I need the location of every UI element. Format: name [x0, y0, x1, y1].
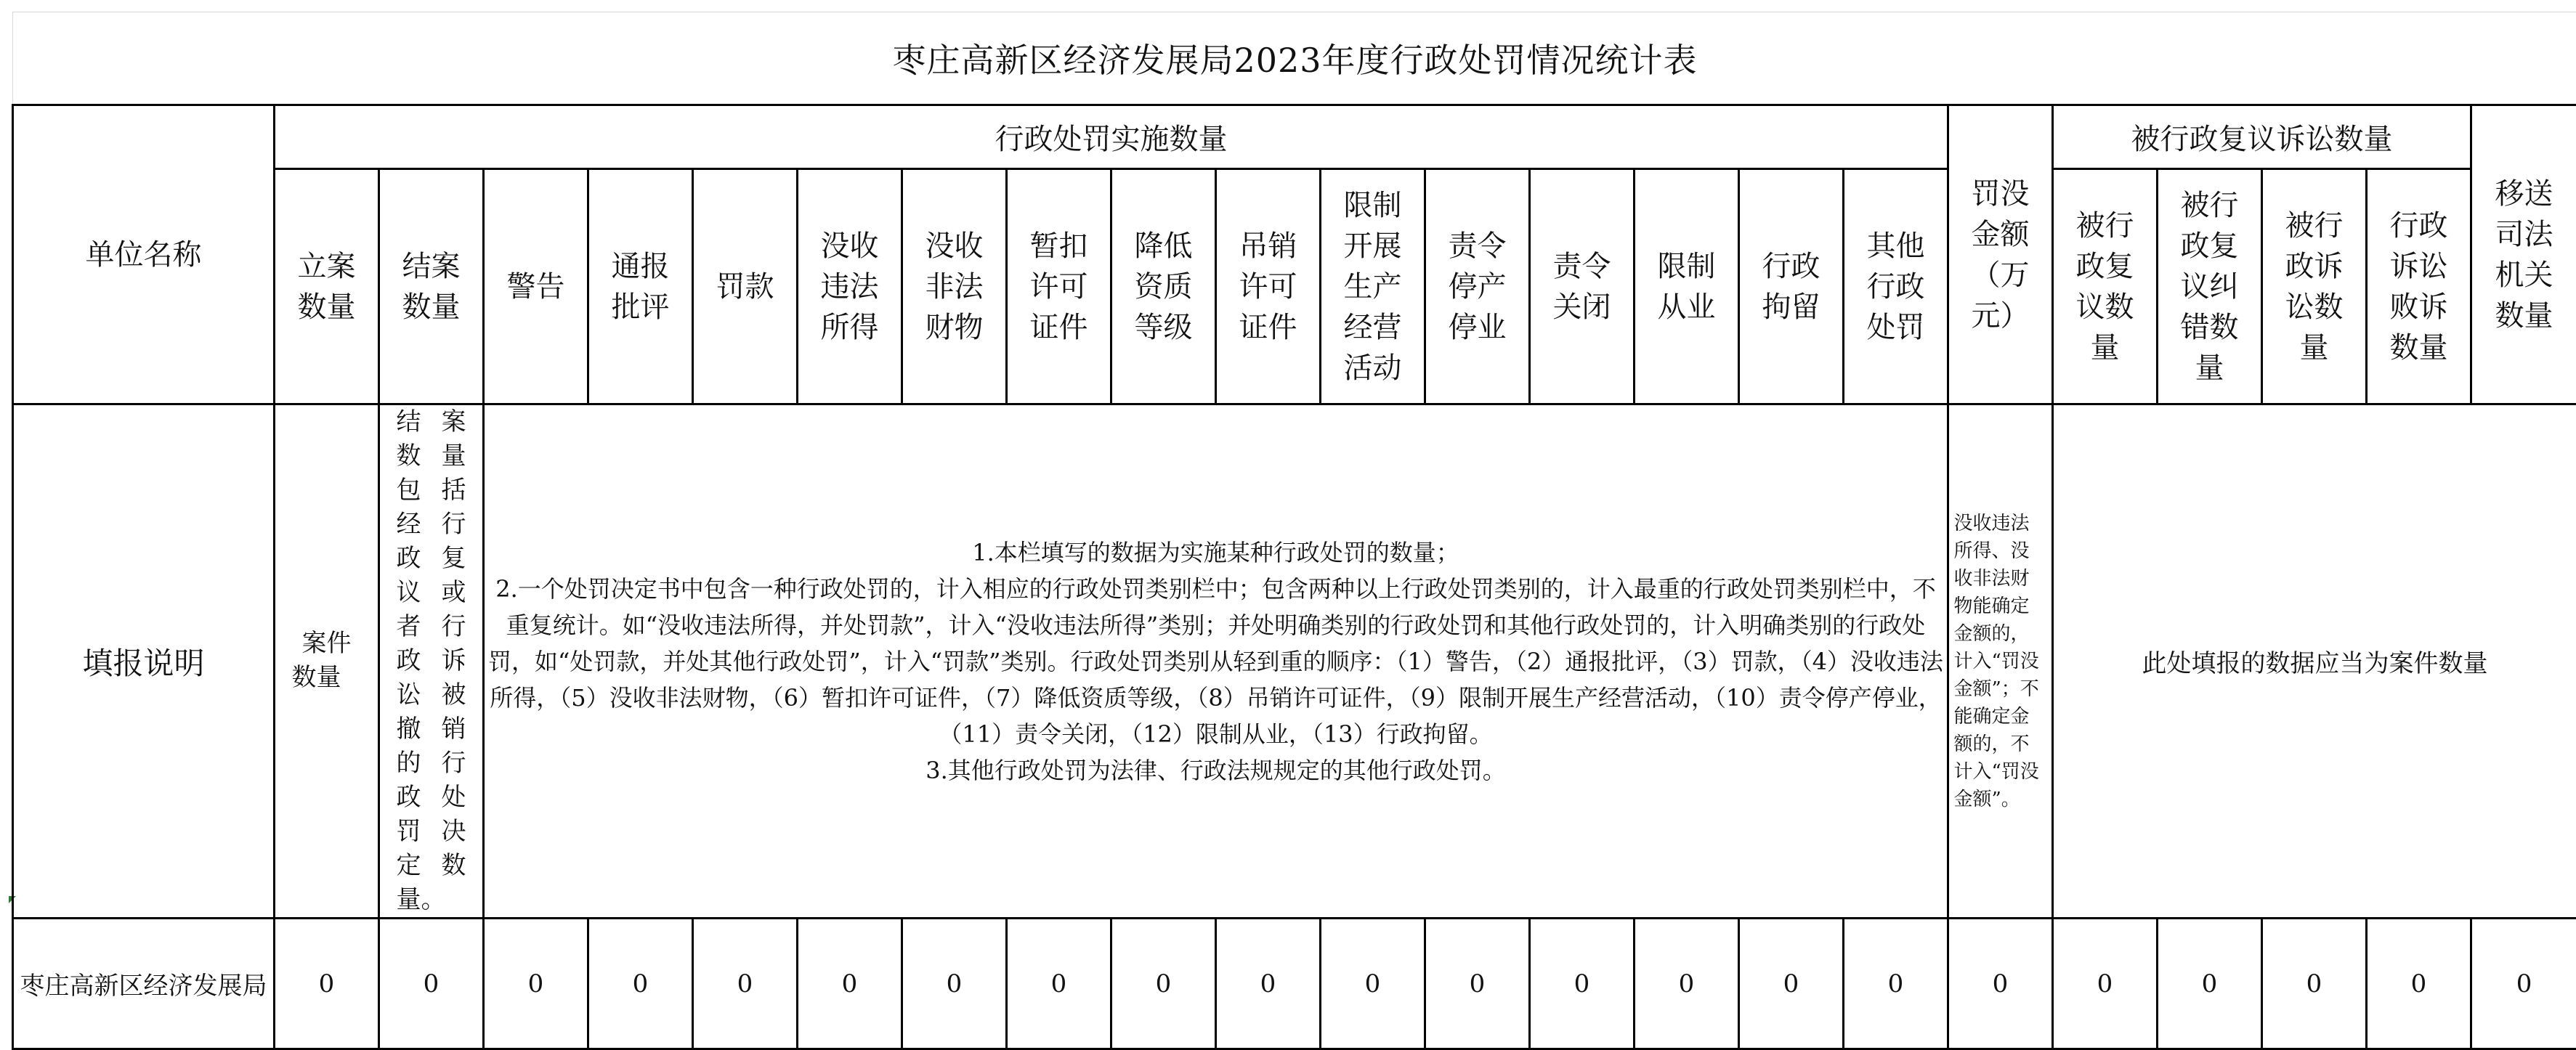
header-impl-col-label: 罚款: [709, 266, 782, 307]
row-fine-value: 0: [1948, 919, 2053, 1049]
header-transfer: [2471, 105, 2576, 404]
header-fine-amount: [1948, 105, 2053, 404]
header-impl-col: [379, 169, 484, 404]
header-impl-col-label: 吊销许可证件: [1232, 226, 1305, 348]
row-impl-value: 0: [484, 919, 588, 1049]
header-group-impl: 行政处罚实施数量: [275, 105, 1948, 169]
row-impl-value: 0: [275, 919, 379, 1049]
statistics-table: [12, 12, 2576, 1050]
header-impl-col: [1321, 169, 1425, 404]
title-row: [13, 12, 2576, 105]
header-impl-col-label: 限制开展生产经营活动: [1337, 185, 1409, 388]
header-impl-col-label: 通报批评: [604, 246, 677, 327]
header-impl-col: [1739, 169, 1844, 404]
header-row-groups: [13, 105, 2576, 169]
header-review-col: [2367, 169, 2471, 404]
header-impl-col: [693, 169, 798, 404]
row-review-value: 0: [2158, 919, 2262, 1049]
header-impl-col-label: 警告: [500, 266, 572, 307]
notes-fine: [1948, 404, 2053, 919]
notes-impl-line: 3.其他行政处罚为法律、行政法规规定的其他行政处罚。: [485, 752, 1947, 789]
header-impl-col: [902, 169, 1007, 404]
notes-closed-text: 结案数量包括经行政复议或者行政诉讼被撤销的行政处罚决定数量。: [397, 405, 466, 917]
header-review-col-label: 被行政复议数量: [2069, 205, 2142, 368]
row-impl-value: 0: [693, 919, 798, 1049]
header-impl-col: [798, 169, 902, 404]
header-impl-col: [588, 169, 693, 404]
notes-row: [13, 404, 2576, 919]
notes-case-count-text: 案件数量: [292, 627, 362, 695]
row-transfer-value: 0: [2471, 919, 2576, 1049]
header-impl-col: [1111, 169, 1216, 404]
row-impl-value: 0: [588, 919, 693, 1049]
notes-closed: [379, 404, 484, 919]
header-unit-name: 单位名称: [13, 105, 275, 404]
row-impl-value: 0: [1007, 919, 1111, 1049]
header-impl-col-label: 行政拘留: [1755, 246, 1828, 327]
header-review-col: [2158, 169, 2262, 404]
notes-impl-line: 1.本栏填写的数据为实施某种行政处罚的数量；: [485, 534, 1947, 571]
row-impl-value: 0: [1111, 919, 1216, 1049]
header-impl-col: [1216, 169, 1321, 404]
header-review-col: [2053, 169, 2158, 404]
header-impl-col-label: 立案数量: [291, 246, 363, 327]
header-group-review: 被行政复议诉讼数量: [2053, 105, 2471, 169]
row-impl-value: 0: [1530, 919, 1635, 1049]
row-impl-value: 0: [1216, 919, 1321, 1049]
row-impl-value: 0: [798, 919, 902, 1049]
header-impl-col: [484, 169, 588, 404]
header-impl-col-label: 没收违法所得: [814, 226, 886, 348]
header-transfer-label: 移送司法机关数量: [2488, 174, 2561, 336]
header-impl-col-label: 降低资质等级: [1127, 226, 1200, 348]
header-impl-col-label: 没收非法财物: [918, 226, 991, 348]
header-impl-col-label: 暂扣许可证件: [1023, 226, 1095, 348]
row-impl-value: 0: [1425, 919, 1530, 1049]
row-impl-value: 0: [1739, 919, 1844, 1049]
row-unit-name: 枣庄高新区经济发展局: [13, 919, 275, 1049]
table-row: [13, 919, 2576, 1049]
row-review-value: 0: [2367, 919, 2471, 1049]
header-impl-col-label: 限制从业: [1650, 246, 1723, 327]
notes-review: 此处填报的数据应当为案件数量: [2053, 404, 2576, 919]
notes-impl: [484, 404, 1948, 919]
header-fine-amount-label: 罚没金额（万元）: [1964, 174, 2037, 336]
header-impl-col-label: 结案数量: [395, 246, 468, 327]
header-impl-col: [275, 169, 379, 404]
notes-case-count: [275, 404, 379, 919]
header-row-columns: [13, 169, 2576, 404]
notes-row-label: 填报说明: [13, 404, 275, 919]
row-impl-value: 0: [379, 919, 484, 1049]
header-impl-col-label: 责令停产停业: [1441, 226, 1514, 348]
page-title: 枣庄高新区经济发展局2023年度行政处罚情况统计表: [13, 12, 2576, 105]
row-impl-value: 0: [902, 919, 1007, 1049]
row-impl-value: 0: [1321, 919, 1425, 1049]
header-impl-col: [1425, 169, 1530, 404]
header-impl-col: [1007, 169, 1111, 404]
row-impl-value: 0: [1844, 919, 1948, 1049]
row-review-value: 0: [2262, 919, 2367, 1049]
header-impl-col: [1844, 169, 1948, 404]
header-review-col-label: 行政诉讼败诉数量: [2383, 205, 2455, 368]
header-impl-col-label: 其他行政处罚: [1860, 226, 1932, 348]
header-review-col-label: 被行政复议纠错数量: [2174, 185, 2246, 388]
header-impl-col: [1530, 169, 1635, 404]
row-review-value: 0: [2053, 919, 2158, 1049]
header-impl-col: [1635, 169, 1739, 404]
header-review-col-label: 被行政诉讼数量: [2278, 205, 2351, 368]
notes-fine-text: 没收违法所得、没收非法财物能确定金额的，计入“罚没金额”；不能确定金额的，不计入“罚没金额”。: [1954, 510, 2047, 813]
header-impl-col-label: 责令关闭: [1546, 246, 1619, 327]
row-impl-value: 0: [1635, 919, 1739, 1049]
notes-impl-line: 2.一个处罚决定书中包含一种行政处罚的，计入相应的行政处罚类别栏中；包含两种以上行政处罚类别的，计入最重的行政处罚类别栏中，不重复统计。如“没收违法所得，并处罚款”，计入“没收违法所得”类别；并处明确类别的行政处罚和其他行政处罚的，计入明确类别的行政处罚，如“处罚款，并处其他行政处罚”，计入“罚款”类别。行政处罚类别从轻到重的顺序：（1）警告，（2）通报批评，（3）罚款，（4）没收违法所得，（5）没收非法财物，（6）暂扣许可证件，（7）降低资质等级，（8）吊销许可证件，（9）限制开展生产经营活动，（10）责令停产停业，（11）责令关闭，（12）限制从业，（13）行政拘留。: [485, 571, 1947, 752]
header-review-col: [2262, 169, 2367, 404]
